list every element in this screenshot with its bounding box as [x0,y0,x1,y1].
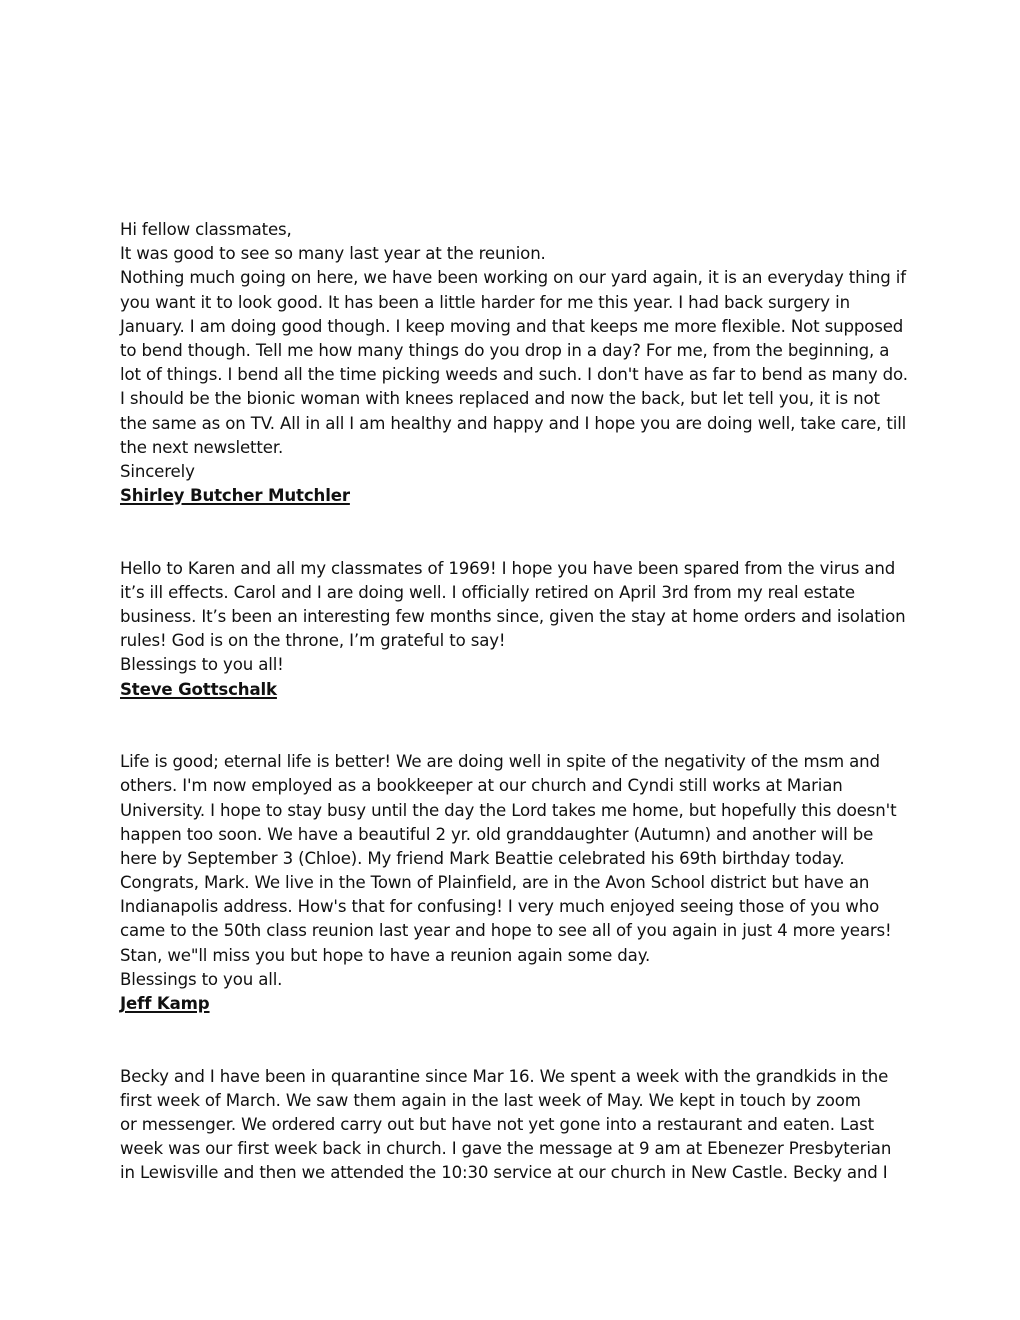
letter-line: University. I hope to stay busy until the day the Lord takes me home, but hopefully this doesn't [120,800,897,820]
letter-line: Life is good; eternal life is better! We are doing well in spite of the negativity of the msm and [120,752,880,772]
letter-line: here by September 3 (Chloe). My friend Mark Beattie celebrated his 69th birthday today. [120,848,845,868]
letter-line: It was good to see so many last year at the reunion. [120,244,546,264]
letter-line: happen too soon. We have a beautiful 2 yr. old granddaughter (Autumn) and another will be [120,824,874,844]
letter-line: others. I'm now employed as a bookkeeper at our church and Cyndi still works at Marian [120,776,843,796]
letter-line: it’s ill effects. Carol and I are doing well. I officially retired on April 3rd from my real estate [120,582,855,602]
signature: Jeff Kamp [120,994,210,1014]
letter-line: Sincerely [120,461,195,481]
letter-line: Stan, we"ll miss you but hope to have a reunion again some day. [120,945,651,965]
letter-line: the next newsletter. [120,437,284,457]
letter-line: Congrats, Mark. We live in the Town of Plainfield, are in the Avon School district but have an [120,873,870,893]
newsletter-page [120,218,910,1186]
letter-jeff [120,750,910,1016]
letter-line: January. I am doing good though. I keep moving and that keeps me more flexible. Not supposed [120,316,904,336]
letter-line: rules! God is on the throne, I’m grateful to say! [120,631,506,651]
letter-line: you want it to look good. It has been a little harder for me this year. I had back surgery in [120,292,850,312]
letter-line: business. It’s been an interesting few months since, given the stay at home orders and isolation [120,607,906,627]
letter-becky [120,1065,910,1186]
letter-line: or messenger. We ordered carry out but have not yet gone into a restaurant and eaten. Last [120,1114,875,1134]
letter-line: Hi fellow classmates, [120,220,292,239]
letter-line: Blessings to you all! [120,655,284,675]
letter-line: in Lewisville and then we attended the 10:30 service at our church in New Castle. Becky and I [120,1163,888,1183]
letter-line: lot of things. I bend all the time picking weeds and such. I don't have as far to bend as many do. [120,365,908,385]
letter-line: I should be the bionic woman with knees replaced and now the back, but let tell you, it is not [120,389,880,409]
letter-line: Nothing much going on here, we have been working on our yard again, it is an everyday thing if [120,268,906,288]
letter-line: Hello to Karen and all my classmates of 1969! I hope you have been spared from the virus and [120,558,896,578]
letter-line: Blessings to you all. [120,969,283,989]
letter-line: Becky and I have been in quarantine since Mar 16. We spent a week with the grandkids in the [120,1066,889,1086]
letter-line: came to the 50th class reunion last year and hope to see all of you again in just 4 more years! [120,921,892,941]
spacer [120,1016,910,1064]
signature-line [120,678,910,702]
signature: Shirley Butcher Mutchler [120,486,350,506]
letter-line: week was our first week back in church. I gave the message at 9 am at Ebenezer Presbyterian [120,1139,892,1159]
letter-line: the same as on TV. All in all I am healthy and happy and I hope you are doing well, take care, till [120,413,907,433]
letter-line: Indianapolis address. How's that for confusing! I very much enjoyed seeing those of you who [120,897,880,917]
letter-shirley [120,218,910,508]
spacer [120,702,910,750]
signature: Steve Gottschalk [120,679,277,699]
signature-line [120,484,910,508]
signature-line [120,992,910,1016]
letter-steve [120,557,910,702]
letter-line: to bend though. Tell me how many things do you drop in a day? For me, from the beginning, a [120,340,890,360]
spacer [120,508,910,556]
letter-line: first week of March. We saw them again in the last week of May. We kept in touch by zoom [120,1090,861,1110]
